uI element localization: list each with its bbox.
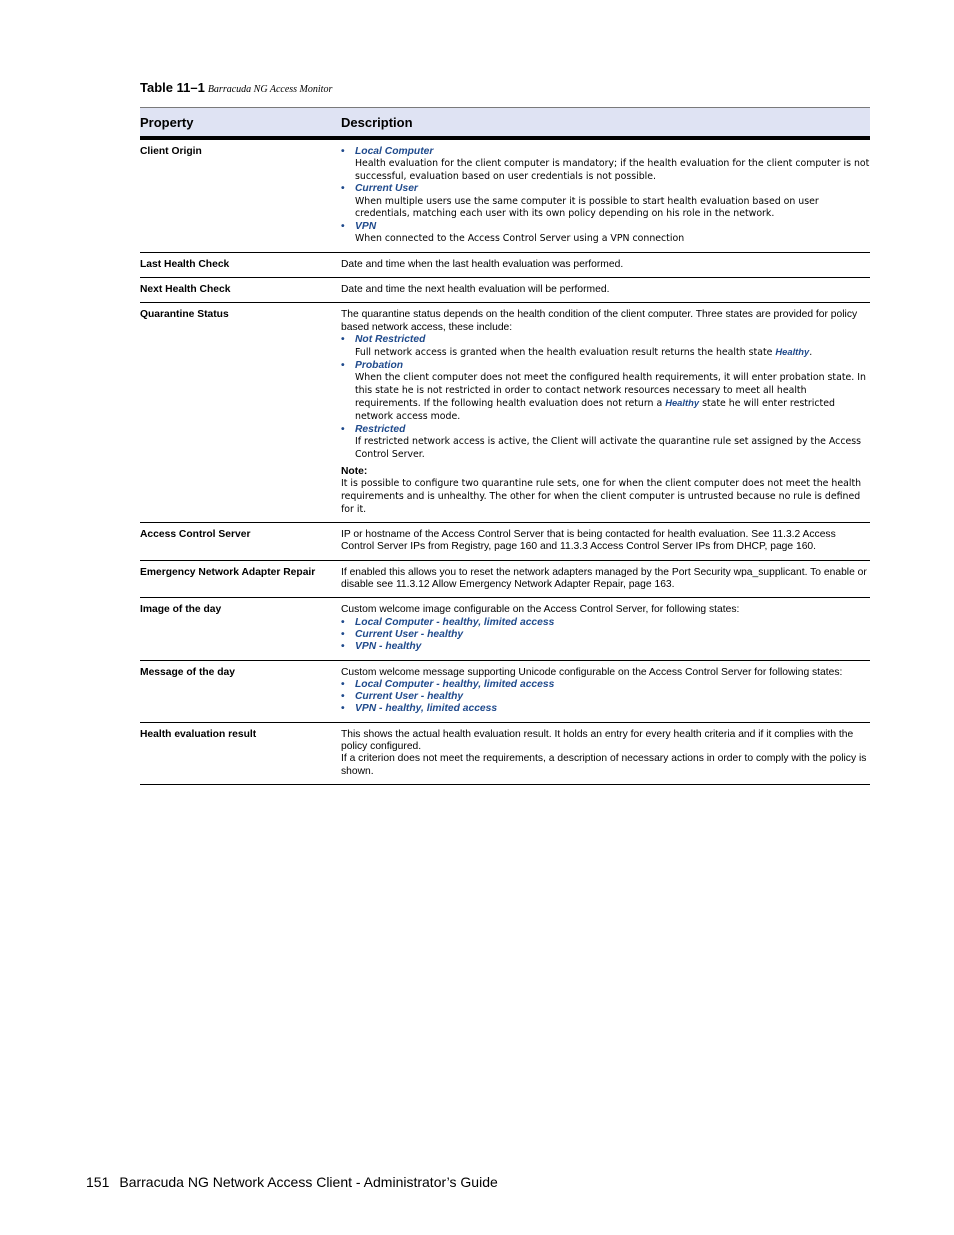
description-cell: If enabled this allows you to reset the network adapters managed by the Port Security wpa_supplicant. To enable or disable see 11.3.12 Allow Emergency Network Adapter Repair, page 163. [341, 560, 870, 598]
description-cell [341, 598, 870, 660]
description-cell: IP or hostname of the Access Control Server that is being contacted for health evaluation. See 11.3.2 Access Control Server IPs from Registry, page 160 and 11.3.3 Access Control Server IPs from DHCP, page 160. [341, 523, 870, 561]
bullet-item: • Local Computer - healthy, limited access [341, 678, 555, 690]
bullet-item: • Probation [341, 359, 404, 371]
property-cell: Message of the day [140, 660, 341, 722]
property-cell: Last Health Check [140, 252, 341, 277]
table-row [140, 598, 870, 660]
header-description: Description [341, 108, 870, 139]
table-row [140, 252, 870, 277]
bullet-text: When the client computer does not meet the configured health requirements, it will enter probation state. In this state he is not restricted in order to contact network resources necessary to meet all health requirements. If the following health evaluation does not return a Healthy state he will enter restricted network access mode. [355, 372, 866, 423]
bullet-item: • Not Restricted [341, 334, 426, 346]
note-text: It is possible to configure two quarantine rule sets, one for when the client computer does not meet the health requirements and is unhealthy. The other for when the client computer is untrusted because no rule is defined for it. [341, 478, 862, 515]
property-cell: Next Health Check [140, 278, 341, 303]
table-title: Barracuda NG Access Monitor [207, 84, 333, 95]
table-row [140, 278, 870, 303]
property-cell: Image of the day [140, 598, 341, 660]
table-number: Table 11–1 [140, 80, 205, 95]
paragraph: If a criterion does not meet the requirements, a description of necessary actions in order to comply with the policy is shown. [341, 753, 867, 777]
document-title: Barracuda NG Network Access Client - Administrator’s Guide [119, 1174, 498, 1190]
paragraph: This shows the actual health evaluation result. It holds an entry for every health criteria and if it complies with the policy configured. [341, 728, 854, 753]
bullet-text: When multiple users use the same computer it is possible to start health evaluation based on user credentials, matching each user with its own policy depending on his role in the network. [355, 195, 819, 220]
paragraph: Custom welcome image configurable on the Access Control Server, for following states: [341, 604, 740, 616]
bullet-text: Full network access is granted when the health evaluation result returns the health state Healthy. [355, 346, 813, 359]
bullet-text: If restricted network access is active, the Client will activate the quarantine rule set assigned by the Access Control Server. [355, 435, 862, 460]
bullet-item: • VPN - healthy [341, 641, 422, 653]
table-row [140, 138, 870, 252]
table-row [140, 560, 870, 598]
paragraph: The quarantine status depends on the health condition of the client computer. Three states are provided for policy based network access, these include: [341, 309, 858, 333]
description-cell [341, 660, 870, 722]
table-row [140, 523, 870, 561]
header-property: Property [140, 108, 341, 139]
description-cell [341, 138, 870, 252]
property-cell: Health evaluation result [140, 722, 341, 784]
property-cell: Quarantine Status [140, 303, 341, 523]
bullet-text: When connected to the Access Control Server using a VPN connection [355, 233, 685, 245]
description-cell [341, 303, 870, 523]
description-cell: Date and time the next health evaluation will be performed. [341, 278, 870, 303]
description-cell: Date and time when the last health evaluation was performed. [341, 252, 870, 277]
bullet-item: • VPN [341, 220, 377, 232]
bullet-text: Health evaluation for the client computer is mandatory; if the health evaluation for the client computer is not successful, evaluation based on user credentials is not possible. [355, 158, 870, 182]
bullet-item: • Local Computer - healthy, limited access [341, 616, 555, 628]
bullet-item: • VPN - healthy, limited access [341, 703, 498, 715]
bullet-item: • Current User [341, 183, 418, 195]
property-cell: Client Origin [140, 138, 341, 252]
page-number: 151 [86, 1174, 110, 1190]
property-cell: Emergency Network Adapter Repair [140, 560, 341, 598]
property-cell: Access Control Server [140, 523, 341, 561]
properties-table [140, 107, 870, 785]
bullet-item: • Current User - healthy [341, 628, 464, 640]
table-row [140, 660, 870, 722]
note-label: Note: [341, 466, 368, 478]
table-row [140, 722, 870, 784]
bullet-item: • Local Computer [341, 146, 434, 157]
bullet-item: • Restricted [341, 423, 406, 435]
table-header-row [140, 108, 870, 139]
table-row [140, 303, 870, 523]
bullet-item: • Current User - healthy [341, 691, 464, 703]
table-caption [140, 80, 332, 95]
paragraph: Custom welcome message supporting Unicode configurable on the Access Control Server for following states: [341, 666, 843, 678]
page-footer [86, 1174, 498, 1190]
description-cell [341, 722, 870, 784]
